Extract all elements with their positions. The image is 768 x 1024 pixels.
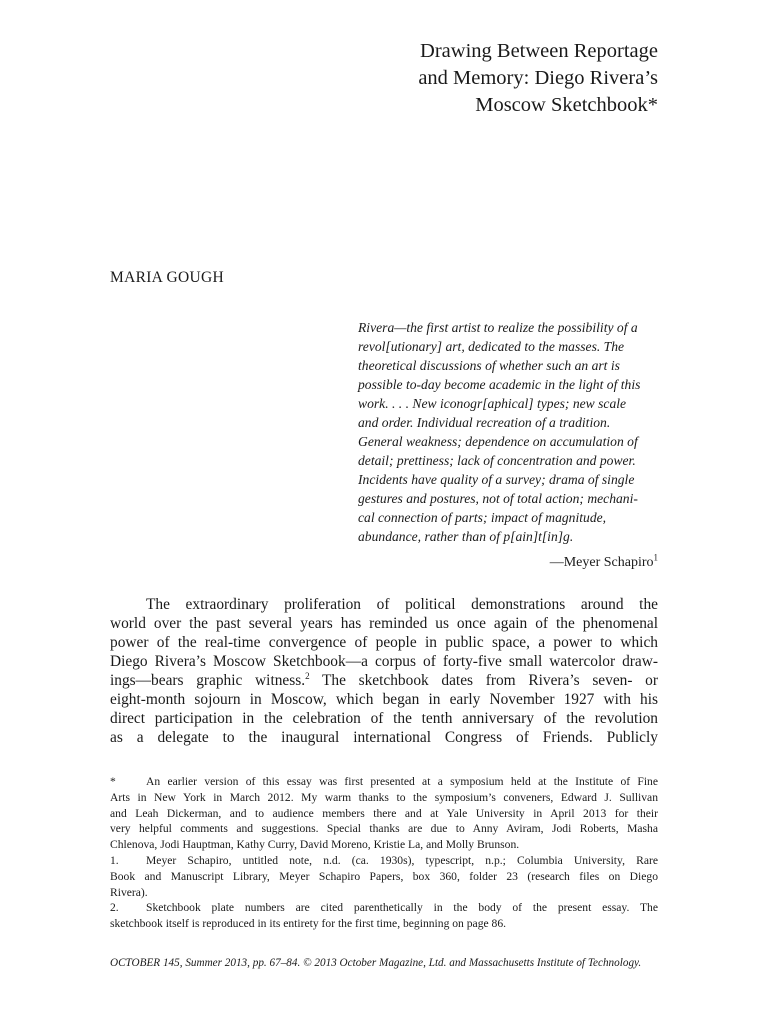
footnote-text: An earlier version of this essay was first presented at a symposium held at the Institute of Fine: [146, 775, 658, 788]
footnote-line: [110, 900, 658, 916]
footnote-1: [110, 853, 658, 900]
footnote-line: very helpful comments and suggestions. Special thanks are due to Anny Aviram, Jodi Roberts, Masha: [110, 822, 658, 836]
footnote-line: Chlenova, Jodi Hauptman, Kathy Curry, David Moreno, Kristie La, and Molly Brunson.: [110, 838, 520, 852]
epigraph-line: and order. Individual recreation of a tradition.: [358, 415, 611, 430]
footnote-line: Rivera).: [110, 885, 148, 899]
epigraph-line: Incidents have quality of a survey; drama of single: [358, 472, 635, 487]
body-line: The extraordinary proliferation of political demonstrations around the: [146, 596, 658, 613]
footnote-line: sketchbook itself is reproduced in its entirety for the first time, beginning on page 86.: [110, 917, 507, 931]
footnote-marker: 2.: [110, 901, 119, 915]
footnote-line: Arts in New York in March 2012. My warm thanks to the symposium’s conveners, Edward J. Sullivan: [110, 790, 658, 804]
body-line: [110, 671, 658, 690]
author-name: MARIA GOUGH: [110, 269, 224, 286]
attribution-text: —Meyer Schapiro: [549, 555, 654, 570]
journal-citation: OCTOBER 145, Summer 2013, pp. 67–84. © 2013 October Magazine, Ltd. and Massachusetts Institute of Technology.: [110, 957, 642, 969]
title-line: and Memory: Diego Rivera’s: [418, 67, 658, 89]
body-paragraph: [110, 595, 658, 747]
footnote-line: [110, 853, 658, 869]
title-line: Moscow Sketchbook*: [475, 94, 658, 116]
footnote-line: and Leah Dickerman, and to audience members there and at Yale University in April 2013 for their: [110, 806, 658, 820]
epigraph-line: possible to-day become academic in the light of this: [358, 377, 641, 392]
footnote-ref-2[interactable]: 2: [305, 670, 310, 681]
footnote-2: [110, 900, 658, 932]
epigraph-line: General weakness; dependence on accumulation of: [358, 434, 638, 449]
epigraph-line: cal connection of parts; impact of magnitude,: [358, 510, 607, 525]
body-line-part: The sketchbook dates from Rivera’s seven- or: [309, 672, 658, 689]
body-line: eight-month sojourn in Moscow, which began in early November 1927 with his: [110, 691, 658, 708]
epigraph-line: Rivera—the first artist to realize the possibility of a: [358, 320, 638, 335]
body-line: power of the real-time convergence of people in public space, a power to which: [110, 634, 658, 651]
epigraph-quote: [358, 318, 658, 546]
footnote-star: [110, 774, 658, 853]
epigraph-line: gestures and postures, not of total action; mechani-: [358, 491, 638, 506]
footnotes: [110, 774, 658, 932]
footnote-marker: *: [110, 775, 116, 788]
body-line: as a delegate to the inaugural international Congress of Friends. Publicly: [110, 729, 658, 746]
footnote-line: Book and Manuscript Library, Meyer Schapiro Papers, box 360, folder 23 (research files on Diego: [110, 869, 658, 883]
footnote-ref-1[interactable]: 1: [653, 552, 658, 563]
footnote-line: [110, 774, 658, 790]
body-line: Diego Rivera’s Moscow Sketchbook—a corpus of forty-five small watercolor draw-: [110, 653, 658, 670]
body-line: world over the past several years has reminded us once again of the phenomenal: [110, 615, 658, 632]
article-title: [238, 38, 658, 119]
body-line: direct participation in the celebration of the tenth anniversary of the revolution: [110, 710, 658, 727]
epigraph-line: revol[utionary] art, dedicated to the masses. The: [358, 339, 625, 354]
epigraph-line: abundance, rather than of p[ain]t[in]g.: [358, 529, 574, 544]
footnote-marker: 1.: [110, 853, 119, 867]
footnote-text: Meyer Schapiro, untitled note, n.d. (ca. 1930s), typescript, n.p.; Columbia University, Rare: [146, 853, 658, 867]
body-line-part: ings—bears graphic witness.: [110, 672, 306, 689]
epigraph-line: detail; prettiness; lack of concentration and power.: [358, 453, 636, 468]
epigraph-attribution: [549, 552, 658, 571]
footnote-text: Sketchbook plate numbers are cited parenthetically in the body of the present essay. The: [146, 901, 658, 915]
epigraph-line: theoretical discussions of whether such an art is: [358, 358, 620, 373]
epigraph-line: work. . . . New iconogr[aphical] types; new scale: [358, 396, 627, 411]
title-line: Drawing Between Reportage: [420, 40, 658, 62]
